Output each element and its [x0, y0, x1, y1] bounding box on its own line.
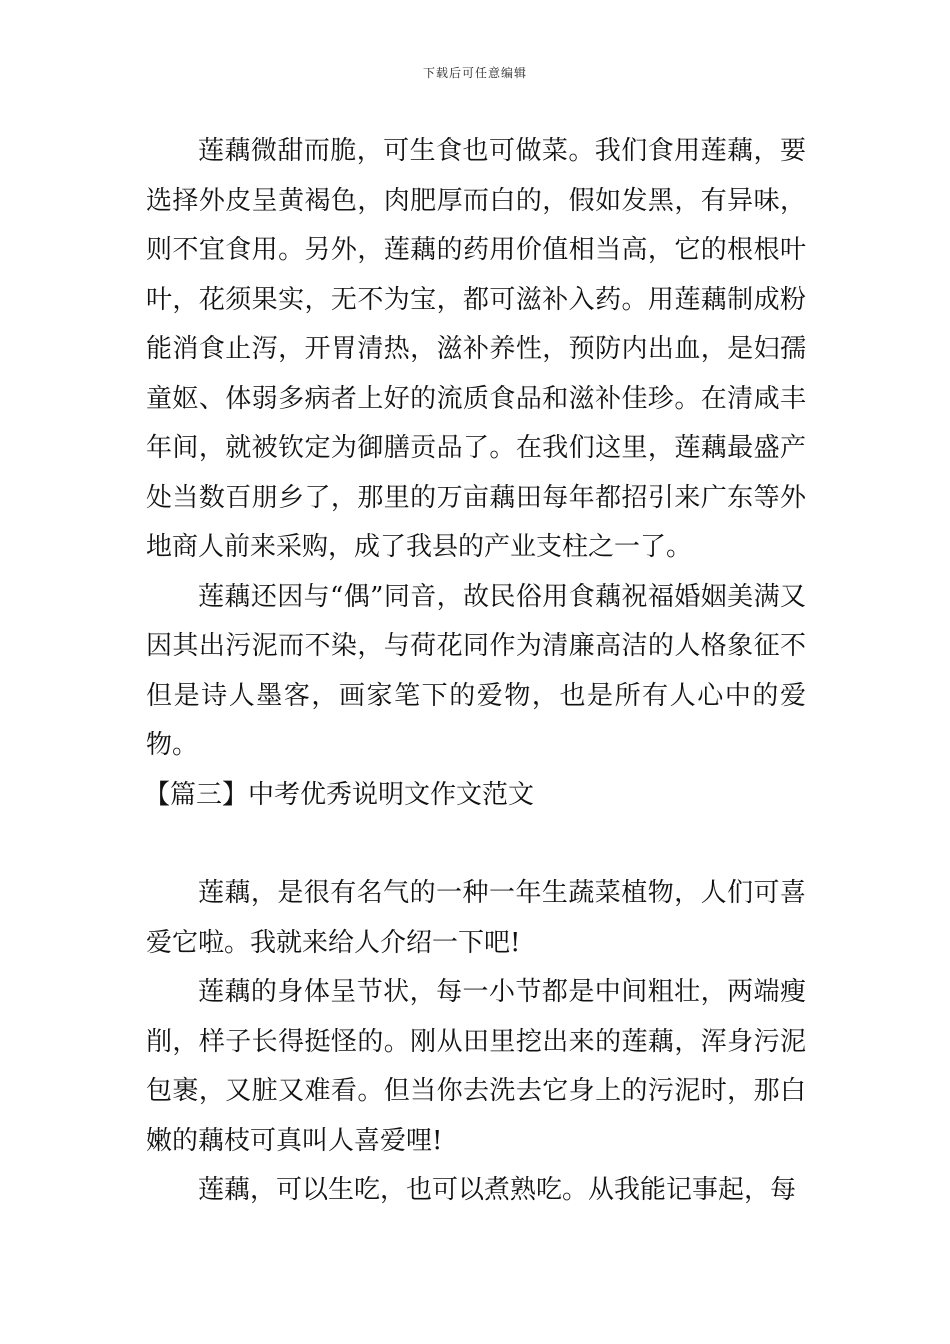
document-body [146, 127, 806, 1216]
paragraph-eating: 莲藕，可以生吃，也可以煮熟吃。从我能记事起，每 [198, 1175, 797, 1205]
paragraph-appearance: 莲藕的身体呈节状，每一小节都是中间粗壮，两端瘦削，样子长得挺怪的。刚从田里挖出来的莲藕，浑身污泥包裹，又脏又难看。但当你去洗去它身上的污泥时，那白嫩的藕枝可真叫人喜爱哩! [146, 977, 806, 1156]
page-header: 下载后可任意编辑 [422, 66, 527, 80]
section-spacer [146, 820, 806, 869]
section-heading: 【篇三】中考优秀说明文作文范文 [144, 779, 535, 810]
paragraph-lotus-food-medicine: 莲藕微甜而脆，可生食也可做菜。我们食用莲藕，要选择外皮呈黄褐色，肉肥厚而白的，假如发黑，有异味，则不宜食用。另外，莲藕的药用价值相当高，它的根根叶叶，花须果实，无不为宝，都可滋补入药。用莲藕制成粉能消食止泻，开胃清热，滋补养性，预防内出血，是妇孺童妪、体弱多病者上好的流质食品和滋补佳珍。在清咸丰年间，就被钦定为御膳贡品了。在我们这里，莲藕最盛产处当数百朋乡了，那里的万亩藕田每年都招引来广东等外地商人前来采购，成了我县的产业支柱之一了。 [146, 136, 806, 562]
paragraph-intro: 莲藕，是很有名气的一种一年生蔬菜植物，人们可喜爱它啦。我就来给人介绍一下吧! [146, 878, 806, 958]
paragraph-lotus-symbolism: 莲藕还因与“偶”同音，故民俗用食藕祝福婚姻美满又因其出污泥而不染，与荷花同作为清廉高洁的人格象征不但是诗人墨客，画家笔下的爱物，也是所有人心中的爱物。 [146, 581, 806, 760]
